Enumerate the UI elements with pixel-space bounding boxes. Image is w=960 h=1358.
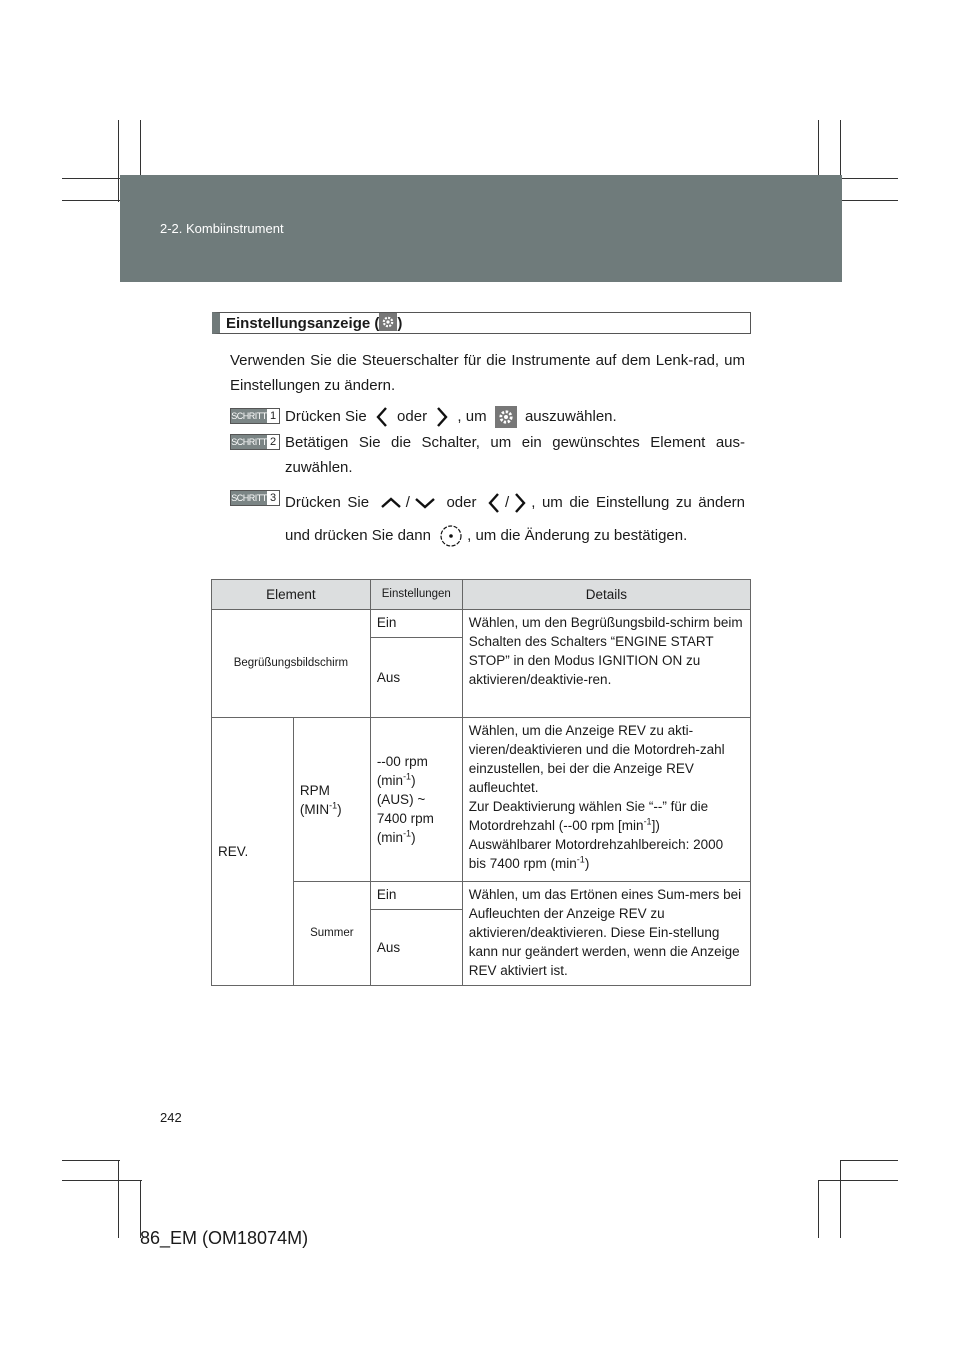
step-2 — [230, 430, 745, 480]
document-code: 86_EM (OM18074M) — [140, 1228, 309, 1248]
enter-button-icon — [439, 524, 463, 548]
chevron-up-icon — [380, 496, 402, 510]
summer-details: Wählen, um das Ertönen eines Sum-mers bei Aufleuchten der Anzeige REV zu aktivieren/deaktivieren. Diese Ein-stellung kann nur geändert werden, wenn die Anzeige REV aktiviert ist. — [462, 882, 750, 986]
header-details: Details — [462, 580, 750, 610]
step-text: , um — [457, 408, 487, 425]
rpm-label: RPM $(MIN^{-1})$ — [293, 718, 370, 882]
step-text: , um die Änderung zu bestätigen. — [467, 527, 688, 544]
crop-mark — [118, 1160, 119, 1238]
table-row — [212, 718, 751, 882]
crop-mark — [62, 1160, 120, 1161]
chevron-down-icon — [414, 496, 436, 510]
step-badge: SCHRITT 3 — [230, 490, 280, 506]
crop-mark — [62, 1180, 142, 1181]
page-number: 242 — [160, 1110, 182, 1125]
settings-table — [211, 579, 751, 986]
header-settings: Einstellungen — [370, 580, 462, 610]
step-text: oder — [446, 494, 477, 511]
table-row — [212, 610, 751, 638]
greeting-details: Wählen, um den Begrüßungsbild-schirm beim Schalten des Schalters “ENGINE START STOP” in den Modus IGNITION ON zu aktivieren/deaktivie-ren. — [462, 610, 750, 718]
chevron-left-icon — [487, 492, 501, 514]
crop-mark — [818, 1180, 898, 1181]
crop-mark — [118, 120, 119, 202]
crop-mark — [840, 1160, 898, 1161]
step-1 — [230, 404, 745, 429]
summer-on: Ein — [370, 882, 462, 910]
step-text: , um die Einstellung zu ändern und drücken Sie dann — [285, 494, 746, 544]
step-text: Drücken Sie — [285, 408, 367, 425]
greeting-on: Ein — [370, 610, 462, 638]
rpm-values: --00 rpm $(\min^{-1})$ (AUS) ~ 7400 rpm $(\min^{-1})$ — [370, 718, 462, 882]
intro-paragraph: Verwenden Sie die Steuerschalter für die Instrumente auf dem Lenk-rad, um Einstellungen zu ändern. — [230, 352, 745, 394]
step-text: oder — [397, 408, 428, 425]
table-header-row — [212, 580, 751, 610]
chevron-left-icon — [375, 406, 389, 428]
chapter-title: 2-2. Kombiinstrument — [160, 221, 284, 236]
step-text: / — [505, 494, 510, 511]
crop-mark — [818, 1180, 819, 1238]
header-element: Element — [212, 580, 371, 610]
chapter-header — [120, 175, 842, 282]
step-text: auszuwählen. — [524, 408, 617, 425]
section-title: Einstellungsanzeige ( — [226, 315, 380, 332]
summer-off: Aus — [370, 910, 462, 986]
crop-mark — [840, 1160, 841, 1238]
summer-label: Summer — [293, 882, 370, 986]
settings-gear-icon — [495, 406, 517, 428]
chevron-right-icon — [513, 492, 527, 514]
step-badge: SCHRITT 1 — [230, 408, 280, 424]
section-heading — [212, 312, 751, 334]
rev-element: REV. — [212, 718, 294, 986]
section-title-close: ) — [397, 315, 403, 332]
step-text: Betätigen Sie die Schalter, um ein gewünschtes Element aus-zuwählen. — [285, 434, 745, 476]
step-text: / — [405, 494, 410, 511]
greeting-element: Begrüßungsbildschirm — [212, 610, 371, 718]
step-badge: SCHRITT 2 — [230, 434, 280, 450]
chevron-right-icon — [435, 406, 449, 428]
rpm-details: Wählen, um die Anzeige REV zu akti-vieren/deaktivieren und die Motordreh-zahl einzustellen, bei der die Anzeige REV aufleuchtet. Zur Deaktivierung wählen Sie “--” für die Motordrehzahl (--00 rpm $[\min^{-1}]$) Auswählbarer Motordrehzahlbereich: 2000 bis 7400 rpm $(\min^{-1})$ — [462, 718, 750, 882]
settings-gear-icon — [379, 313, 397, 331]
step-3 — [230, 486, 745, 552]
step-text: Drücken Sie — [285, 494, 370, 511]
greeting-off: Aus — [370, 638, 462, 718]
